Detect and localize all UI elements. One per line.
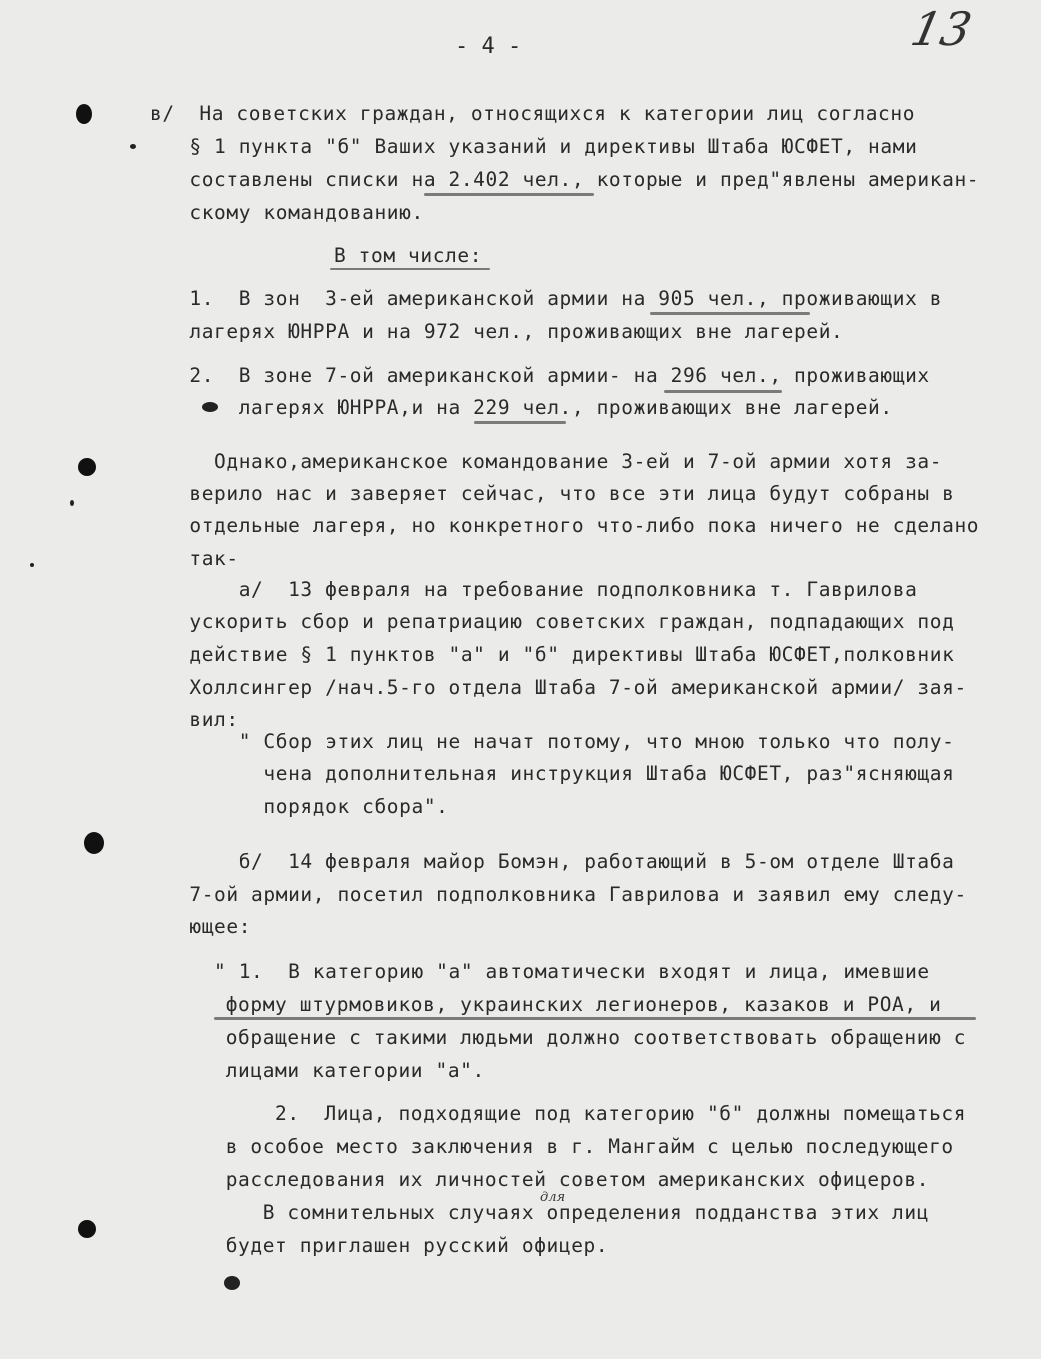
text-line: Холлсингер /нач.5-го отдела Штаба 7-ой американской армии/ зая- (140, 676, 967, 699)
text-line: верило нас и заверяет сейчас, что все эти лица будут собраны в (140, 482, 955, 505)
text-line: чена дополнительная инструкция Штаба ЮСФЕТ, раз"ясняющая (140, 762, 955, 785)
margin-mark (30, 563, 34, 567)
pencil-underline (474, 421, 566, 424)
text-line: 7-ой армии, посетил подполковника Гаврилова и заявил ему следу- (140, 883, 967, 906)
text-line: б/ 14 февраля майор Бомэн, работающий в 5-ом отделе Штаба (140, 850, 955, 873)
text-line: лагерях ЮНРРА,и на 229 чел., проживающих вне лагерей. (140, 396, 893, 419)
margin-mark (130, 144, 136, 149)
text-line: ускорить сбор и репатриацию советских граждан, подпадающих под (140, 610, 955, 633)
text-line: расследования их личностей советом американских офицеров. (164, 1168, 930, 1191)
text-line: обращение с такими людьми должно соответствовать обращению с (164, 1026, 967, 1049)
punch-hole (84, 832, 104, 854)
text-line: в особое место заключения в г. Мангайм с целью последующего (164, 1135, 954, 1158)
pencil-underline (214, 1017, 976, 1020)
pencil-underline (424, 193, 594, 196)
text-line: будет приглашен русский офицер. (164, 1234, 609, 1257)
pencil-underline (330, 268, 490, 270)
margin-mark (70, 500, 74, 506)
punch-hole (78, 1220, 96, 1238)
text-line: 1. В зон 3-ей американской армии на 905 чел., проживающих в (140, 287, 943, 310)
text-line: действие § 1 пунктов "а" и "б" директивы Штаба ЮСФЕТ,полковник (140, 643, 955, 666)
text-line: а/ 13 февраля на требование подполковника т. Гаврилова (140, 578, 918, 601)
text-line: отдельные лагеря, но конкретного что-либо пока ничего не сделано (140, 514, 980, 537)
punch-hole (76, 104, 92, 124)
text-line: в/ На советских граждан, относящихся к категории лиц согласно (150, 102, 916, 125)
text-line: 2. В зоне 7-ой американской армии- на 296 чел., проживающих (140, 364, 930, 387)
punch-hole (78, 458, 96, 476)
text-line: В том числе: (334, 244, 483, 267)
page-number: - 4 - (455, 34, 522, 59)
handwritten-insertion: для (540, 1190, 566, 1205)
text-line: порядок сбора". (140, 795, 449, 818)
text-line: скому командованию. (140, 201, 424, 224)
text-line: вил: (140, 708, 239, 731)
text-line: " Сбор этих лиц не начат потому, что мною только что полу- (140, 730, 955, 753)
margin-mark (224, 1276, 240, 1290)
archive-page-number: 13 (906, 2, 977, 56)
text-line: § 1 пункта "б" Ваших указаний и директивы Штаба ЮСФЕТ, нами (140, 135, 918, 158)
text-line: ющее: (140, 915, 252, 938)
text-line: форму штурмовиков, украинских легионеров, казаков и РОА, и (164, 993, 942, 1016)
pencil-underline (650, 312, 810, 315)
text-line: так- (140, 547, 239, 570)
pencil-underline (664, 390, 782, 393)
text-line: лицами категории "а". (164, 1059, 485, 1082)
text-line: лагерях ЮНРРА и на 972 чел., проживающих вне лагерей. (140, 320, 844, 343)
text-line: составлены списки на 2.402 чел., которые и пред"явлены американ- (140, 168, 980, 191)
text-line: 2. Лица, подходящие под категорию "б" должны помещаться (164, 1102, 967, 1125)
text-line: В сомнительных случаях определения подданства этих лиц (164, 1201, 930, 1224)
text-line: " 1. В категорию "а" автоматически входят и лица, имевшие (140, 960, 930, 983)
text-line: Однако,американское командование 3-ей и 7-ой армии хотя за- (140, 450, 943, 473)
